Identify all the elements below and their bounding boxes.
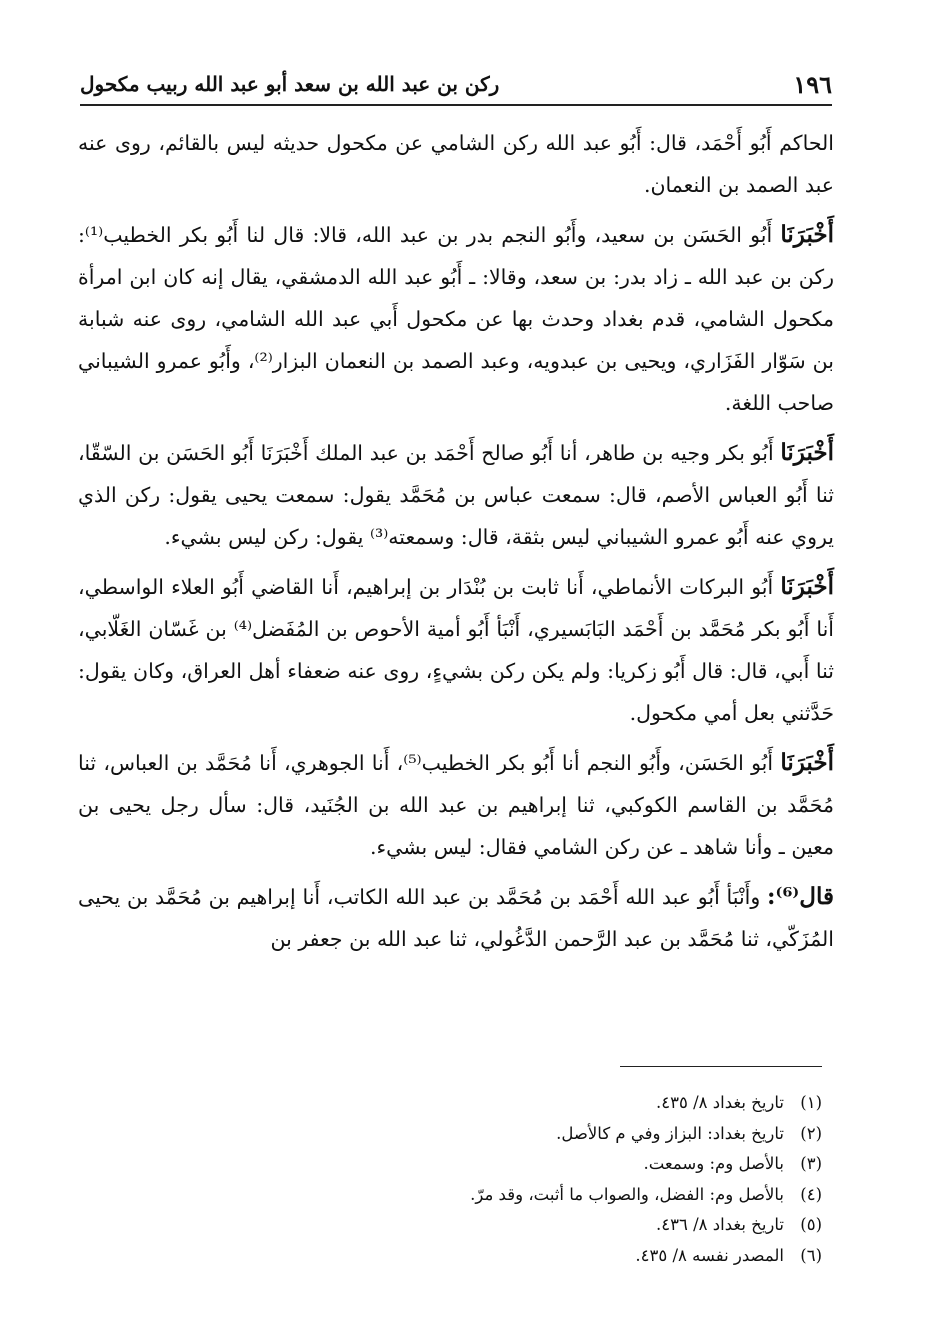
footnote — [300, 1119, 822, 1150]
footnote-text: تاريخ بغداد ٨/ ٤٣٦. — [656, 1215, 784, 1234]
footnote — [300, 1241, 822, 1272]
footnote-number: (٢) — [800, 1123, 822, 1143]
paragraph — [78, 214, 834, 424]
footnote — [300, 1149, 822, 1180]
footnote-text: بالأصل وم: وسمعت. — [643, 1154, 784, 1173]
paragraph-text: أَبُو الحَسَن بن سعيد، وأَبُو النجم بدر بن عبد الله، قالا: قال لنا أَبُو بكر الخطيب⁽¹⁾: ركن بن عبد الله ـ زاد بدر: بن سعد، وقالا: ـ أَبُو عبد الله الدمشقي، يقال إنه كان ابن امرأة مكحول الشامي، قدم بغداد وحدث بها عن مكحول أَبي عبد الله الشامي، روى عنه شبابة بن سَوّار الفَزَاري، ويحيى بن عبدويه، وعبد الصمد بن النعمان البزار⁽²⁾، وأَبُو عمرو الشيباني صاحب اللغة. — [78, 223, 834, 415]
footnote — [300, 1210, 822, 1241]
footnote-rule — [620, 1066, 822, 1067]
footnote-number: (٦) — [800, 1245, 822, 1265]
footnote-text: المصدر نفسه ٨/ ٤٣٥. — [635, 1245, 784, 1265]
footnote-number: (١) — [800, 1093, 822, 1112]
paragraph-text: وأَنْبَأ أَبُو عبد الله أَحْمَد بن مُحَمَّد بن عبد الله الكاتب، أَنا إبراهيم بن مُحَمَّد بن يحيى المُزَكّي، ثنا مُحَمَّد بن عبد الرَّحمن الدَّغُولي، ثنا عبد الله بن جعفر بن — [78, 885, 834, 951]
header-rule — [80, 104, 832, 106]
footnote-number: (٤) — [800, 1184, 822, 1204]
footnote-number: (٣) — [800, 1154, 822, 1173]
paragraph-lead: أَخْبَرَنَا — [780, 749, 834, 776]
paragraph-lead: أَخْبَرَنَا — [780, 221, 834, 248]
paragraph-lead: قال⁽⁶⁾: — [767, 883, 834, 910]
page-number: ١٩٦ — [793, 70, 832, 99]
paragraph — [78, 742, 834, 868]
paragraph — [78, 876, 834, 960]
paragraph-text: أَبُو بكر وجيه بن طاهر، أنا أَبُو صالح أَحْمَد بن عبد الملك أَخْبَرَنَا أَبُو الحَسَن بن السّقّا، ثنا أَبُو العباس الأصم، قال: سمعت عباس بن مُحَمَّد يقول: سمعت يحيى يقول: ركن الذي يروي عنه أَبُو عمرو الشيباني ليس بثقة، قال: وسمعته⁽³⁾ يقول: ركن ليس بشيء. — [78, 441, 834, 549]
footnote-text: تاريخ بغداد: البزاز وفي م كالأصل. — [556, 1123, 784, 1143]
paragraph — [78, 432, 834, 558]
running-title: ركن بن عبد الله بن سعد أبو عبد الله ربيب مكحول — [80, 72, 500, 96]
footnote — [300, 1088, 822, 1119]
paragraph — [78, 122, 834, 206]
paragraph-text: أَبُو الحَسَن، وأَبُو النجم أنا أَبُو بكر الخطيب⁽⁵⁾، أَنا الجوهري، أَنا مُحَمَّد بن العباس، ثنا مُحَمَّد بن القاسم الكوكبي، ثنا إبراهيم بن عبد الله بن الجُنَيد، قال: سأل رجل يحيى بن معين ـ وأنا شاهد ـ عن ركن الشامي فقال: ليس بشيء. — [78, 751, 834, 859]
page-header — [80, 62, 832, 104]
footnote-text: تاريخ بغداد ٨/ ٤٣٥. — [656, 1093, 784, 1112]
footnote — [300, 1180, 822, 1211]
paragraph-lead: أَخْبَرَنَا — [780, 573, 834, 600]
paragraph-text: الحاكم أَبُو أَحْمَد، قال: أَبُو عبد الله ركن الشامي عن مكحول حديثه ليس بالقائم، روى عنه عبد الصمد بن النعمان. — [78, 131, 834, 197]
paragraph — [78, 566, 834, 734]
paragraph-text: أَبُو البركات الأنماطي، أَنا ثابت بن بُنْدَار بن إبراهيم، أَنا القاضي أَبُو العلاء الواسطي، أَنا أَبُو بكر مُحَمَّد بن أَحْمَد البَابَسيري، أَنْبَأ أَبُو أمية الأحوص بن المُفَضل⁽⁴⁾ بن غَسّان الغَلّابي، ثنا أَبي، قال: قال أَبُو زكريا: ولم يكن ركن بشيءٍ، روى عنه ضعفاء أهل العراق، وكان يقول: حَدَّثني بعل أمي مكحول. — [78, 575, 834, 725]
footnote-number: (٥) — [800, 1215, 822, 1234]
footnote-text: بالأصل وم: الفضل، والصواب ما أثبت، وقد مرّ. — [470, 1184, 784, 1204]
body-text — [78, 122, 834, 968]
paragraph-lead: أَخْبَرَنَا — [780, 439, 834, 466]
footnotes — [300, 1088, 822, 1271]
